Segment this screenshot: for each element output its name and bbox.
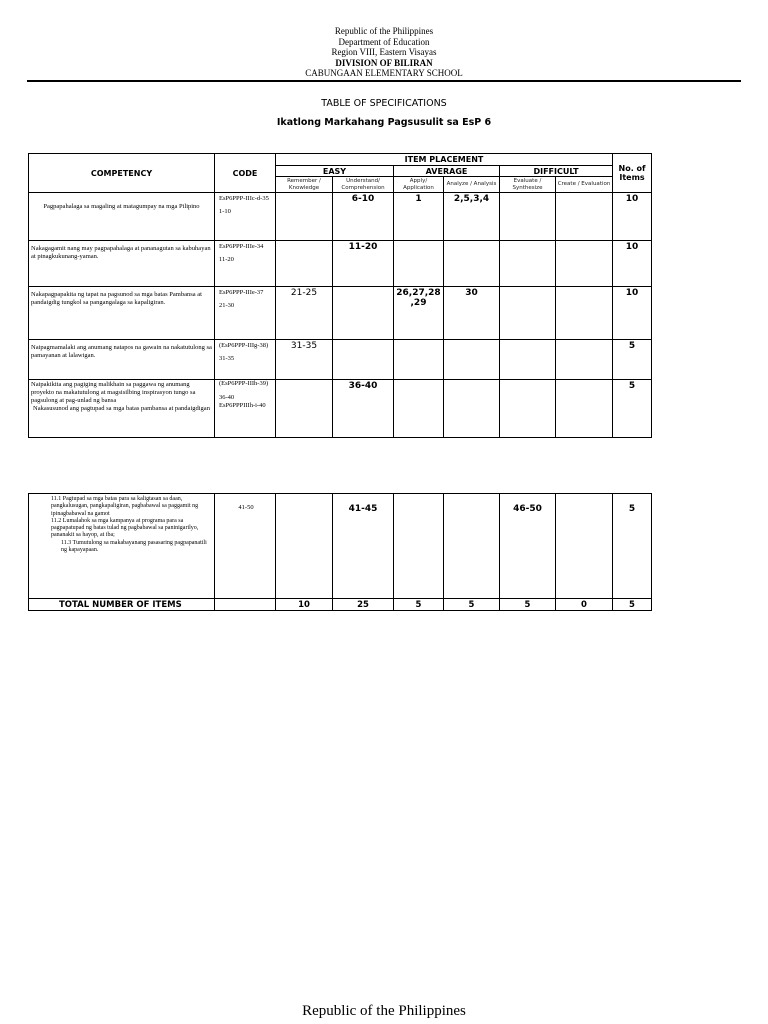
level-understand: Understand/ Comprehension xyxy=(333,177,394,193)
understand-cell: 6-10 xyxy=(333,193,394,241)
code-cell xyxy=(215,380,276,438)
competency-cell: Pagpapahalaga sa magaling at matagumpay na mga Pilipino xyxy=(29,193,215,241)
header-easy: EASY xyxy=(276,166,394,177)
code-text: (EsP6PPP-IIIh-39) xyxy=(219,380,269,387)
level-analyze: Analyze / Analysis xyxy=(444,177,500,193)
code-range: 11-20 xyxy=(219,256,234,263)
code-text: EsP6PPP-IIIe-34 xyxy=(219,243,264,250)
code-range: 1-10 xyxy=(219,208,231,215)
level-evaluate: Evaluate / Synthesize xyxy=(500,177,556,193)
apply-cell: 26,27,28 ,29 xyxy=(394,287,444,340)
specifications-table-continued xyxy=(28,493,652,611)
competency-text-2: Nakasusunod ang pagtupad sa mga batas pambansa at pandaigdigan xyxy=(33,405,210,412)
code-cell xyxy=(215,193,276,241)
items-cell: 5 xyxy=(613,494,652,599)
items-cell: 10 xyxy=(613,287,652,340)
table-row xyxy=(29,494,652,599)
specifications-table xyxy=(28,153,652,438)
level-create: Create / Evaluation xyxy=(556,177,613,193)
apply-cell xyxy=(394,494,444,599)
header-division: DIVISION OF BILIRAN xyxy=(335,57,433,68)
apply-cell xyxy=(394,241,444,287)
code-range: 31-35 xyxy=(219,355,235,362)
understand-cell: 41-45 xyxy=(333,494,394,599)
competency-cell: Nakapagpapakita ng tapat na pagsunod sa mga batas Pambansa at pandaigdig tungkol sa pangangalaga sa kapaligiran. xyxy=(29,287,215,340)
remember-cell: 31-35 xyxy=(276,340,333,380)
understand-cell xyxy=(333,340,394,380)
analyze-cell xyxy=(444,494,500,599)
header-average: AVERAGE xyxy=(394,166,500,177)
table-row xyxy=(29,287,652,340)
evaluate-cell xyxy=(500,241,556,287)
items-cell: 5 xyxy=(613,340,652,380)
header-region: Region VIII, Eastern Visayas xyxy=(331,47,437,57)
competency-line-2: 11.2 Lumalahok sa mga kampanya at programa para sa pagpapatupad ng batas tulad ng pagbabawal sa paninigarilyo, pananakit sa hayop, at iba; xyxy=(51,517,199,539)
total-items: 5 xyxy=(613,599,652,611)
evaluate-cell xyxy=(500,287,556,340)
header-republic: Republic of the Philippines xyxy=(334,26,434,36)
competency-cell: Nakagagamit nang may pagpapahalaga at pananagutan sa kabuhayan at pinagkukunang-yaman. xyxy=(29,241,215,287)
table-row xyxy=(29,380,652,438)
apply-cell: 1 xyxy=(394,193,444,241)
remember-cell: 21-25 xyxy=(276,287,333,340)
code-text-2: EsP6PPPIIIh-i-40 xyxy=(219,402,266,409)
code-text: EsP6PPP-IIIe-37 xyxy=(219,289,264,296)
apply-cell xyxy=(394,380,444,438)
competency-cell: Naipagmamalaki ang anumang natapos na gawain na nakatutulong sa pamayanan at lalawigan. xyxy=(29,340,215,380)
analyze-cell xyxy=(444,340,500,380)
create-cell xyxy=(556,494,613,599)
remember-cell xyxy=(276,241,333,287)
code-cell: 41-50 xyxy=(215,494,276,599)
header-code: CODE xyxy=(215,154,276,193)
remember-cell xyxy=(276,193,333,241)
understand-cell: 11-20 xyxy=(333,241,394,287)
items-cell: 10 xyxy=(613,241,652,287)
header-competency: COMPETENCY xyxy=(29,154,215,193)
code-text: (EsP6PPP-IIIg-38) xyxy=(219,342,269,349)
table-row xyxy=(29,340,652,380)
level-apply: Apply/ Application xyxy=(394,177,444,193)
competency-cell xyxy=(29,380,215,438)
total-evaluate: 5 xyxy=(500,599,556,611)
total-create: 0 xyxy=(556,599,613,611)
analyze-cell xyxy=(444,380,500,438)
evaluate-cell xyxy=(500,193,556,241)
remember-cell xyxy=(276,380,333,438)
code-range: 36-40 xyxy=(219,394,235,401)
header-difficult: DIFFICULT xyxy=(500,166,613,177)
page-title: TABLE OF SPECIFICATIONS xyxy=(321,98,447,109)
page-subtitle: Ikatlong Markahang Pagsusulit sa EsP 6 xyxy=(276,117,492,128)
header-divider xyxy=(27,80,741,82)
competency-cell xyxy=(29,494,215,599)
evaluate-cell: 46-50 xyxy=(500,494,556,599)
create-cell xyxy=(556,241,613,287)
total-understand: 25 xyxy=(333,599,394,611)
competency-text: Naipakikita ang pagiging malikhain sa paggawa ng anumang proyekto na makatutulong at magsisilbing inspirasyon tungo sa pagsulong at pag-unlad ng bansa xyxy=(31,381,196,404)
code-text: EsP6PPP-IIIc-d-35 xyxy=(219,195,269,202)
header-department: Department of Education xyxy=(338,36,430,47)
create-cell xyxy=(556,193,613,241)
header-item-placement: ITEM PLACEMENT xyxy=(276,154,613,166)
code-cell xyxy=(215,241,276,287)
evaluate-cell xyxy=(500,340,556,380)
items-cell: 10 xyxy=(613,193,652,241)
competency-line-1: 11.1 Pagtupad sa mga batas para sa kaligtasan sa daan, pangkalusugan, pangkapaligiran, pagbabawal sa paggamit ng ipinagbabawal na gamot xyxy=(51,496,199,517)
header-school: CABUNGAAN ELEMENTARY SCHOOL xyxy=(305,68,463,78)
items-cell: 5 xyxy=(613,380,652,438)
create-cell xyxy=(556,340,613,380)
header-no-of-items: No. of Items xyxy=(613,154,652,193)
apply-cell xyxy=(394,340,444,380)
analyze-cell: 2,5,3,4 xyxy=(444,193,500,241)
total-code xyxy=(215,599,276,611)
total-analyze: 5 xyxy=(444,599,500,611)
total-row xyxy=(29,599,652,611)
code-range: 21-30 xyxy=(219,302,235,309)
document-header xyxy=(0,26,768,79)
analyze-cell xyxy=(444,241,500,287)
total-remember: 10 xyxy=(276,599,333,611)
table-row xyxy=(29,193,652,241)
understand-cell: 36-40 xyxy=(333,380,394,438)
analyze-cell: 30 xyxy=(444,287,500,340)
remember-cell xyxy=(276,494,333,599)
code-cell xyxy=(215,287,276,340)
table-row xyxy=(29,241,652,287)
level-remember: Remember / Knowledge xyxy=(276,177,333,193)
total-apply: 5 xyxy=(394,599,444,611)
understand-cell xyxy=(333,287,394,340)
competency-line-3: 11.3 Tumutulong sa makabayanang pasasaring pagpapanatili ng kapayapaan. xyxy=(61,539,207,554)
create-cell xyxy=(556,380,613,438)
next-page-header: Republic of the Philippines xyxy=(302,1003,466,1019)
evaluate-cell xyxy=(500,380,556,438)
create-cell xyxy=(556,287,613,340)
code-cell xyxy=(215,340,276,380)
total-label: TOTAL NUMBER OF ITEMS xyxy=(29,599,215,611)
